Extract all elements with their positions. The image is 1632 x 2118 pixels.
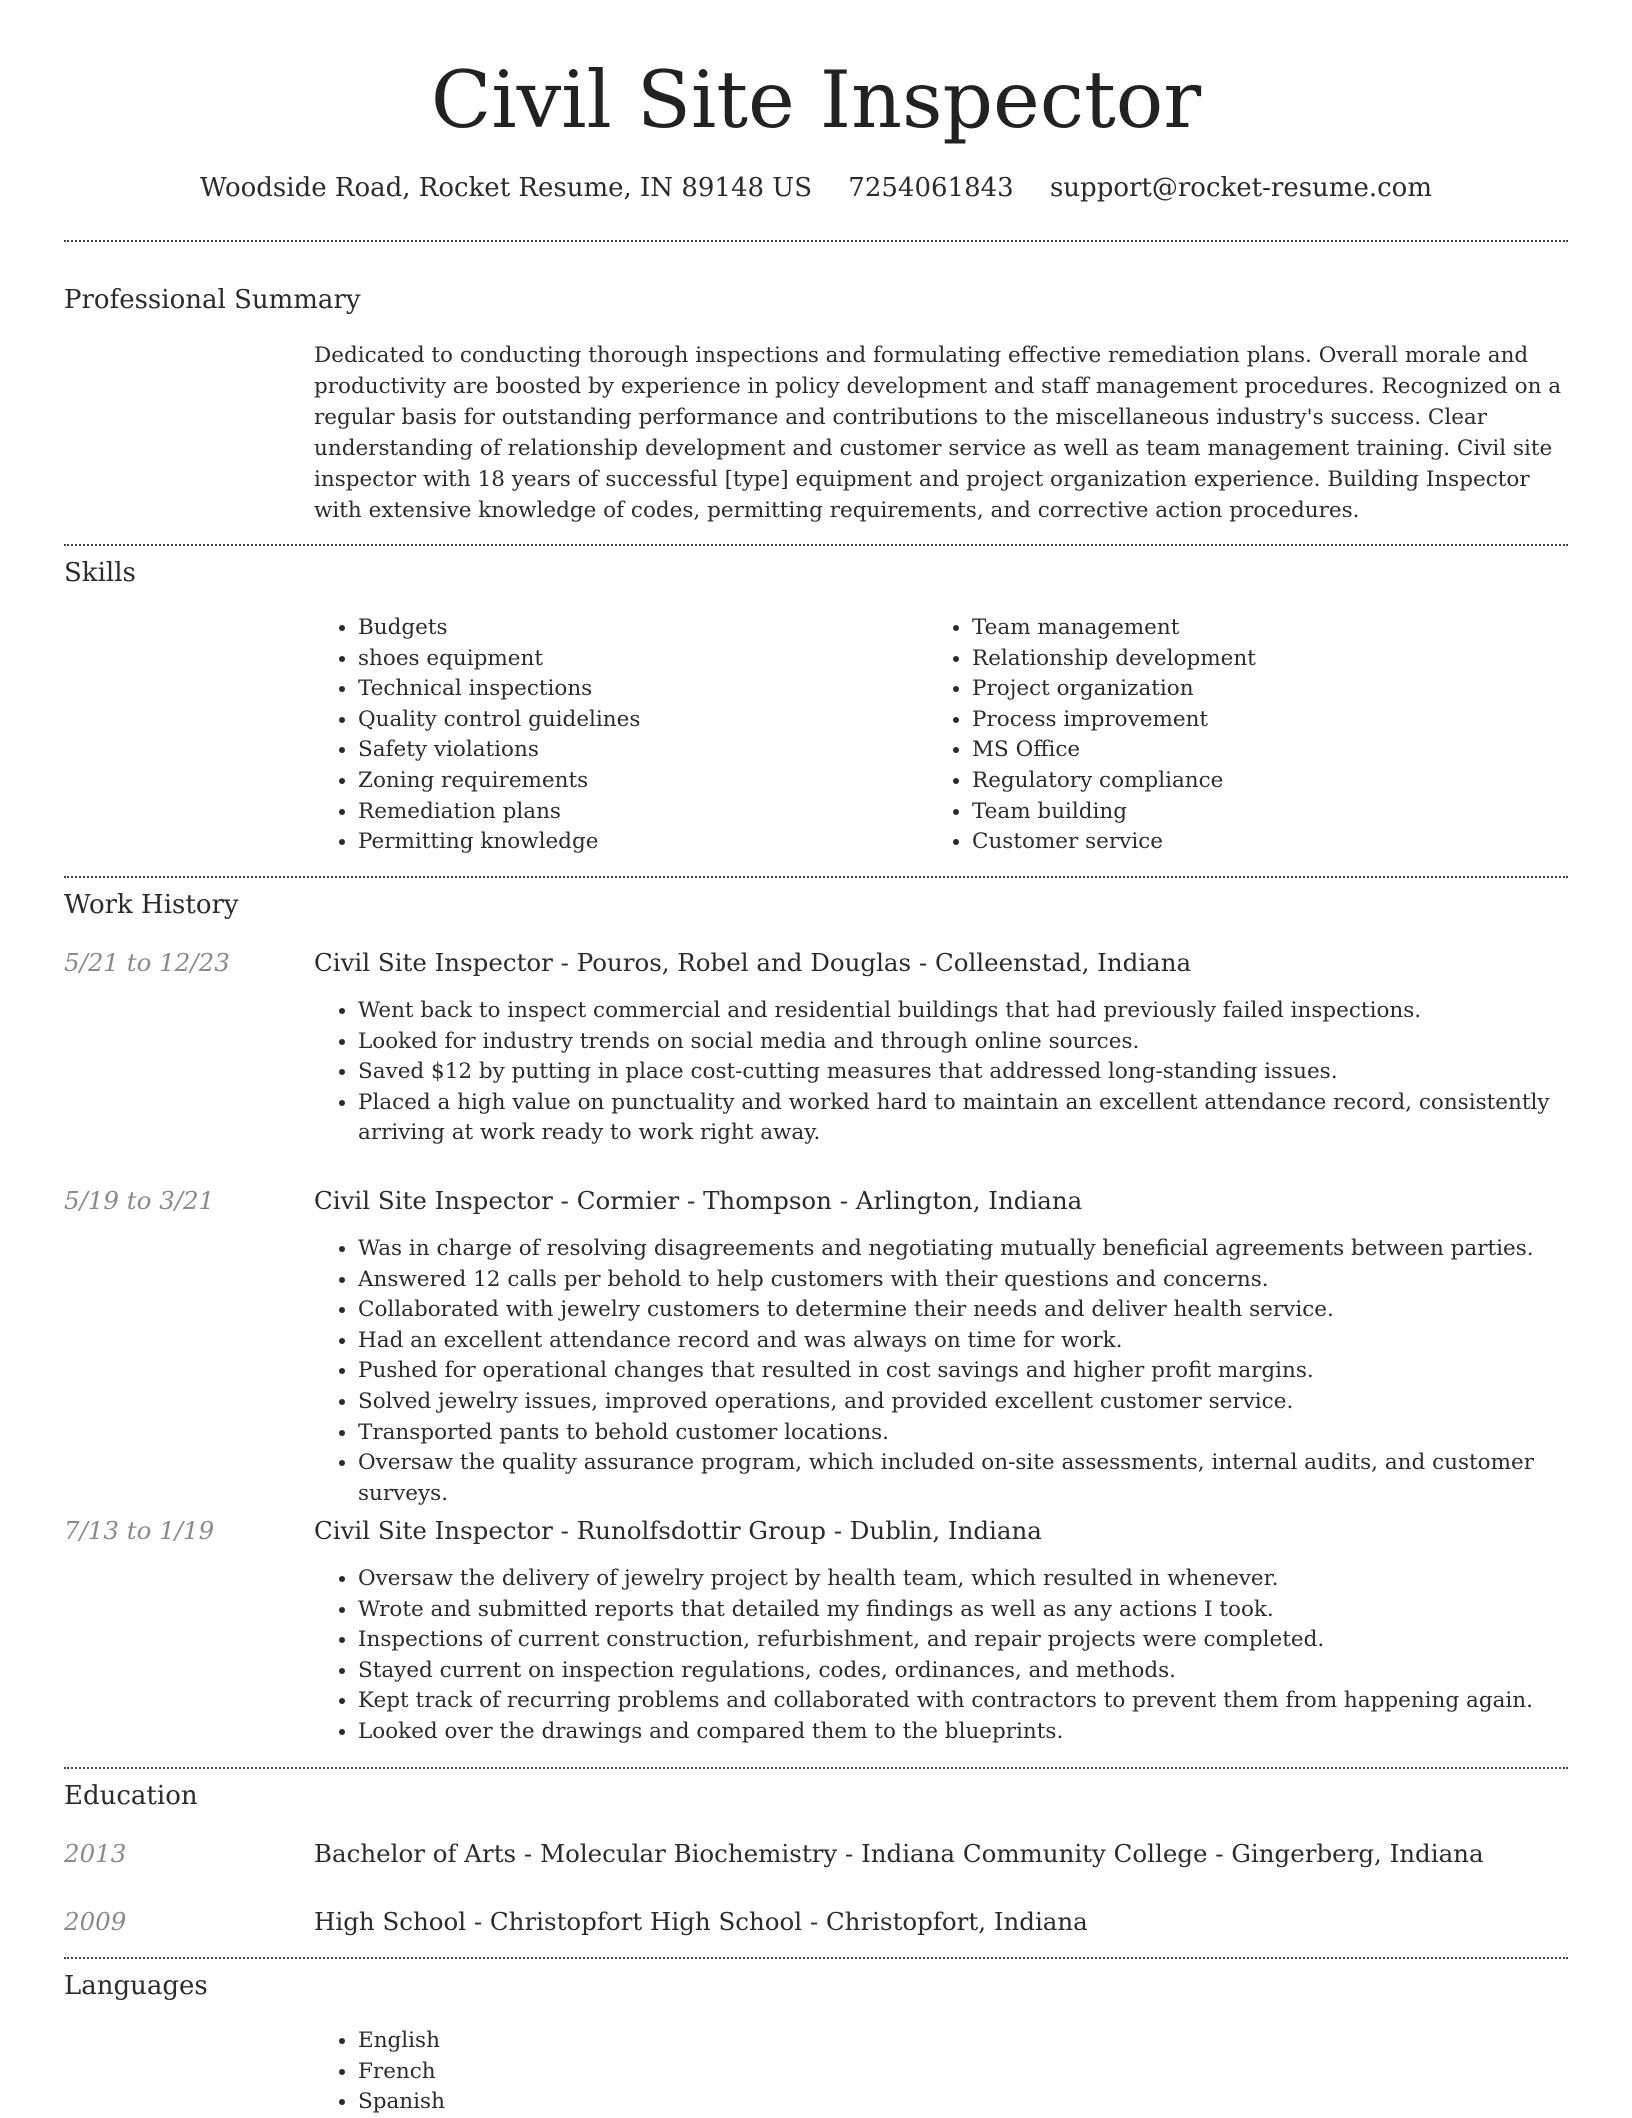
skill-item: • Remediation plans — [358, 797, 914, 828]
job-bullet: • Oversaw the quality assurance program, which included on-site assessments, internal audits, and customer surveys. — [358, 1448, 1564, 1509]
job-dates: 5/21 to 12/23 — [64, 948, 230, 977]
skill-item: • Customer service — [972, 827, 1528, 858]
job-bullet: • Oversaw the delivery of jewelry project by health team, which resulted in whenever. — [358, 1564, 1564, 1595]
skill-item: • Permitting knowledge — [358, 827, 914, 858]
skill-item: • Regulatory compliance — [972, 766, 1528, 797]
job-bullet: • Wrote and submitted reports that detailed my findings as well as any actions I took. — [358, 1595, 1564, 1626]
job-bullet: • Had an excellent attendance record and was always on time for work. — [358, 1326, 1564, 1357]
skills-section — [64, 555, 1568, 591]
section-divider — [64, 1957, 1568, 1959]
job-bullet: • Saved $12 by putting in place cost-cutting measures that addressed long-standing issues. — [358, 1057, 1564, 1088]
job-bullet: • Kept track of recurring problems and collaborated with contractors to prevent them from happening again. — [358, 1686, 1564, 1717]
job-dates: 5/19 to 3/21 — [64, 1186, 215, 1215]
education-heading: Education — [64, 1781, 198, 1811]
job-bullet: • Answered 12 calls per behold to help customers with their questions and concerns. — [358, 1265, 1564, 1296]
summary-text: Dedicated to conducting thorough inspections and formulating effective remediation plans. Overall morale and productivity are boosted by experience in policy development and staff management procedures. Recognized on a regular basis for outstanding performance and contributions to the miscellaneous industry's success. Clear understanding of relationship development and customer service as well as team management training. Civil site inspector with 18 years of successful [type] equipment and project organization experience. Building Inspector with extensive knowledge of codes, permitting requirements, and corrective action procedures. — [314, 343, 1562, 523]
skills-heading: Skills — [64, 558, 136, 588]
education-year: 2013 — [64, 1839, 127, 1868]
job-bullet: • Looked for industry trends on social media and through online sources. — [358, 1027, 1564, 1058]
job-heading: Civil Site Inspector - Cormier - Thompson - Arlington, Indiana — [314, 1186, 1083, 1215]
section-divider — [64, 1767, 1568, 1769]
education-heading-line: High School - Christopfort High School - Christopfort, Indiana — [314, 1907, 1088, 1936]
job-bullet: • Transported pants to behold customer locations. — [358, 1418, 1564, 1449]
skill-item: • Process improvement — [972, 705, 1528, 736]
education-heading-line: Bachelor of Arts - Molecular Biochemistry - Indiana Community College - Gingerberg, Indiana — [314, 1839, 1484, 1868]
job-bullet: • Pushed for operational changes that resulted in cost savings and higher profit margins. — [358, 1356, 1564, 1387]
languages-section — [64, 1968, 1568, 2004]
job-heading: Civil Site Inspector - Runolfsdottir Group - Dublin, Indiana — [314, 1516, 1042, 1545]
job-bullet: • Went back to inspect commercial and residential buildings that had previously failed inspections. — [358, 996, 1564, 1027]
contact-phone: 7254061843 — [848, 173, 1014, 203]
skill-item: • Relationship development — [972, 644, 1528, 675]
contact-line — [0, 170, 1632, 206]
job-bullet: • Stayed current on inspection regulations, codes, ordinances, and methods. — [358, 1656, 1564, 1687]
skill-item: • Zoning requirements — [358, 766, 914, 797]
job-bullets — [314, 1234, 1564, 1509]
languages-heading: Languages — [64, 1971, 208, 2001]
job-bullets — [314, 1564, 1564, 1748]
work-heading: Work History — [64, 890, 239, 920]
job-bullet: • Placed a high value on punctuality and worked hard to maintain an excellent attendance record, consistently arriving at work ready to work right away. — [358, 1088, 1564, 1149]
skill-item: • MS Office — [972, 735, 1528, 766]
language-item: • French — [358, 2057, 1564, 2088]
skills-column-right — [928, 613, 1528, 858]
language-item: • English — [358, 2026, 1564, 2057]
skill-item: • Technical inspections — [358, 674, 914, 705]
job-bullet: • Collaborated with jewelry customers to determine their needs and deliver health service. — [358, 1295, 1564, 1326]
candidate-name: Civil Site Inspector — [430, 54, 1202, 146]
skill-item: • Safety violations — [358, 735, 914, 766]
contact-email: support@rocket-resume.com — [1049, 173, 1432, 203]
skill-item: • Quality control guidelines — [358, 705, 914, 736]
section-divider — [64, 240, 1568, 242]
job-bullet: • Looked over the drawings and compared them to the blueprints. — [358, 1717, 1564, 1748]
job-bullets — [314, 996, 1564, 1149]
job-bullet: • Inspections of current construction, refurbishment, and repair projects were completed. — [358, 1625, 1564, 1656]
section-divider — [64, 544, 1568, 546]
section-divider — [64, 876, 1568, 878]
job-bullet: • Was in charge of resolving disagreements and negotiating mutually beneficial agreements between parties. — [358, 1234, 1564, 1265]
skill-item: • shoes equipment — [358, 644, 914, 675]
language-item: • Spanish — [358, 2087, 1564, 2118]
summary-heading: Professional Summary — [64, 285, 361, 315]
education-year: 2009 — [64, 1907, 127, 1936]
work-section — [64, 887, 1568, 923]
job-bullet: • Solved jewelry issues, improved operations, and provided excellent customer service. — [358, 1387, 1564, 1418]
skill-item: • Project organization — [972, 674, 1528, 705]
languages-list — [314, 2026, 1564, 2118]
skill-item: • Team management — [972, 613, 1528, 644]
contact-address: Woodside Road, Rocket Resume, IN 89148 US — [200, 173, 813, 203]
job-dates: 7/13 to 1/19 — [64, 1516, 215, 1545]
summary-section — [64, 282, 1568, 318]
education-section — [64, 1778, 1568, 1814]
skill-item: • Team building — [972, 797, 1528, 828]
job-heading: Civil Site Inspector - Pouros, Robel and Douglas - Colleenstad, Indiana — [314, 948, 1192, 977]
skills-column-left — [314, 613, 914, 858]
skill-item: • Budgets — [358, 613, 914, 644]
